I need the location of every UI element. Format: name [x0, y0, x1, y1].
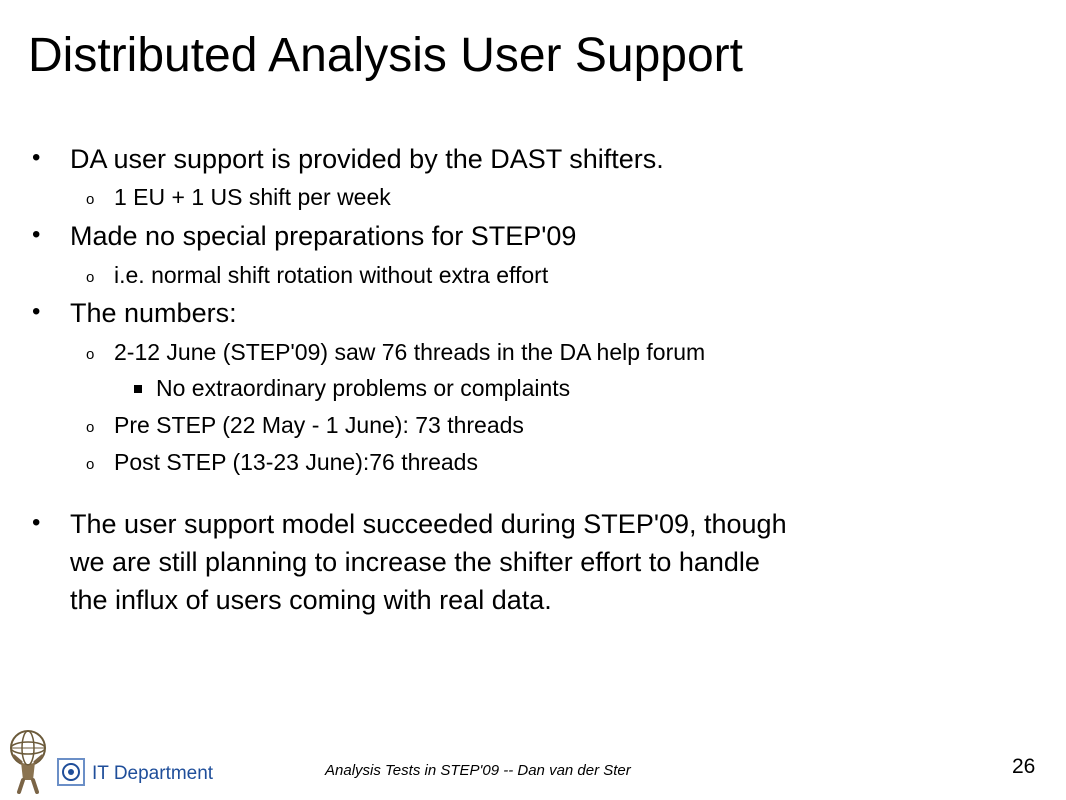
- bullet-text: The numbers:: [70, 298, 237, 328]
- bullet-item: [32, 221, 577, 252]
- bullet-text: Pre STEP (22 May - 1 June): 73 threads: [114, 412, 524, 438]
- sub-bullet-item: [86, 412, 524, 438]
- department-label: IT Department: [92, 763, 214, 784]
- sub-bullet-item: [86, 449, 478, 475]
- sub-bullet-marker: o: [86, 269, 95, 286]
- sub-sub-bullet-item: [156, 375, 570, 401]
- sub-bullet-marker: o: [86, 346, 95, 363]
- sub-bullet-item: [86, 339, 706, 365]
- bullet-text: The user support model succeeded during STEP'09, though: [70, 509, 787, 539]
- bullet-text: No extraordinary problems or complaints: [156, 375, 571, 401]
- sub-bullet-item: [86, 184, 391, 210]
- slide-title: Distributed Analysis User Support: [28, 29, 743, 82]
- footer-text: Analysis Tests in STEP'09 -- Dan van der Ster: [325, 762, 631, 779]
- bullet-text: we are still planning to increase the shifter effort to handle: [70, 547, 760, 577]
- bullet-continuation: [70, 585, 552, 616]
- bullet-text: DA user support is provided by the DAST shifters.: [70, 144, 664, 174]
- bullet-text: 1 EU + 1 US shift per week: [114, 184, 391, 210]
- bullet-item: [32, 509, 787, 540]
- bullet-item: [32, 144, 664, 175]
- atlas-figure-icon: [4, 728, 54, 794]
- bullet-text: Made no special preparations for STEP'09: [70, 221, 577, 251]
- bullet-item: [32, 298, 237, 329]
- sub-bullet-marker: o: [86, 191, 95, 208]
- bullet-marker: •: [32, 298, 41, 325]
- square-bullet-icon: [134, 385, 142, 393]
- cern-logo-icon: [57, 758, 85, 786]
- bullet-marker: •: [32, 509, 41, 536]
- bullet-continuation: [70, 547, 760, 578]
- sub-bullet-marker: o: [86, 456, 95, 473]
- bullet-text: the influx of users coming with real data.: [70, 585, 552, 615]
- bullet-text: i.e. normal shift rotation without extra effort: [114, 262, 549, 288]
- sub-bullet-item: [86, 262, 549, 288]
- sub-bullet-marker: o: [86, 419, 95, 436]
- bullet-marker: •: [32, 144, 41, 171]
- bullet-marker: •: [32, 221, 41, 248]
- page-number: 26: [1012, 755, 1036, 778]
- bullet-text: 2-12 June (STEP'09) saw 76 threads in the DA help forum: [114, 339, 706, 365]
- bullet-text: Post STEP (13-23 June):76 threads: [114, 449, 478, 475]
